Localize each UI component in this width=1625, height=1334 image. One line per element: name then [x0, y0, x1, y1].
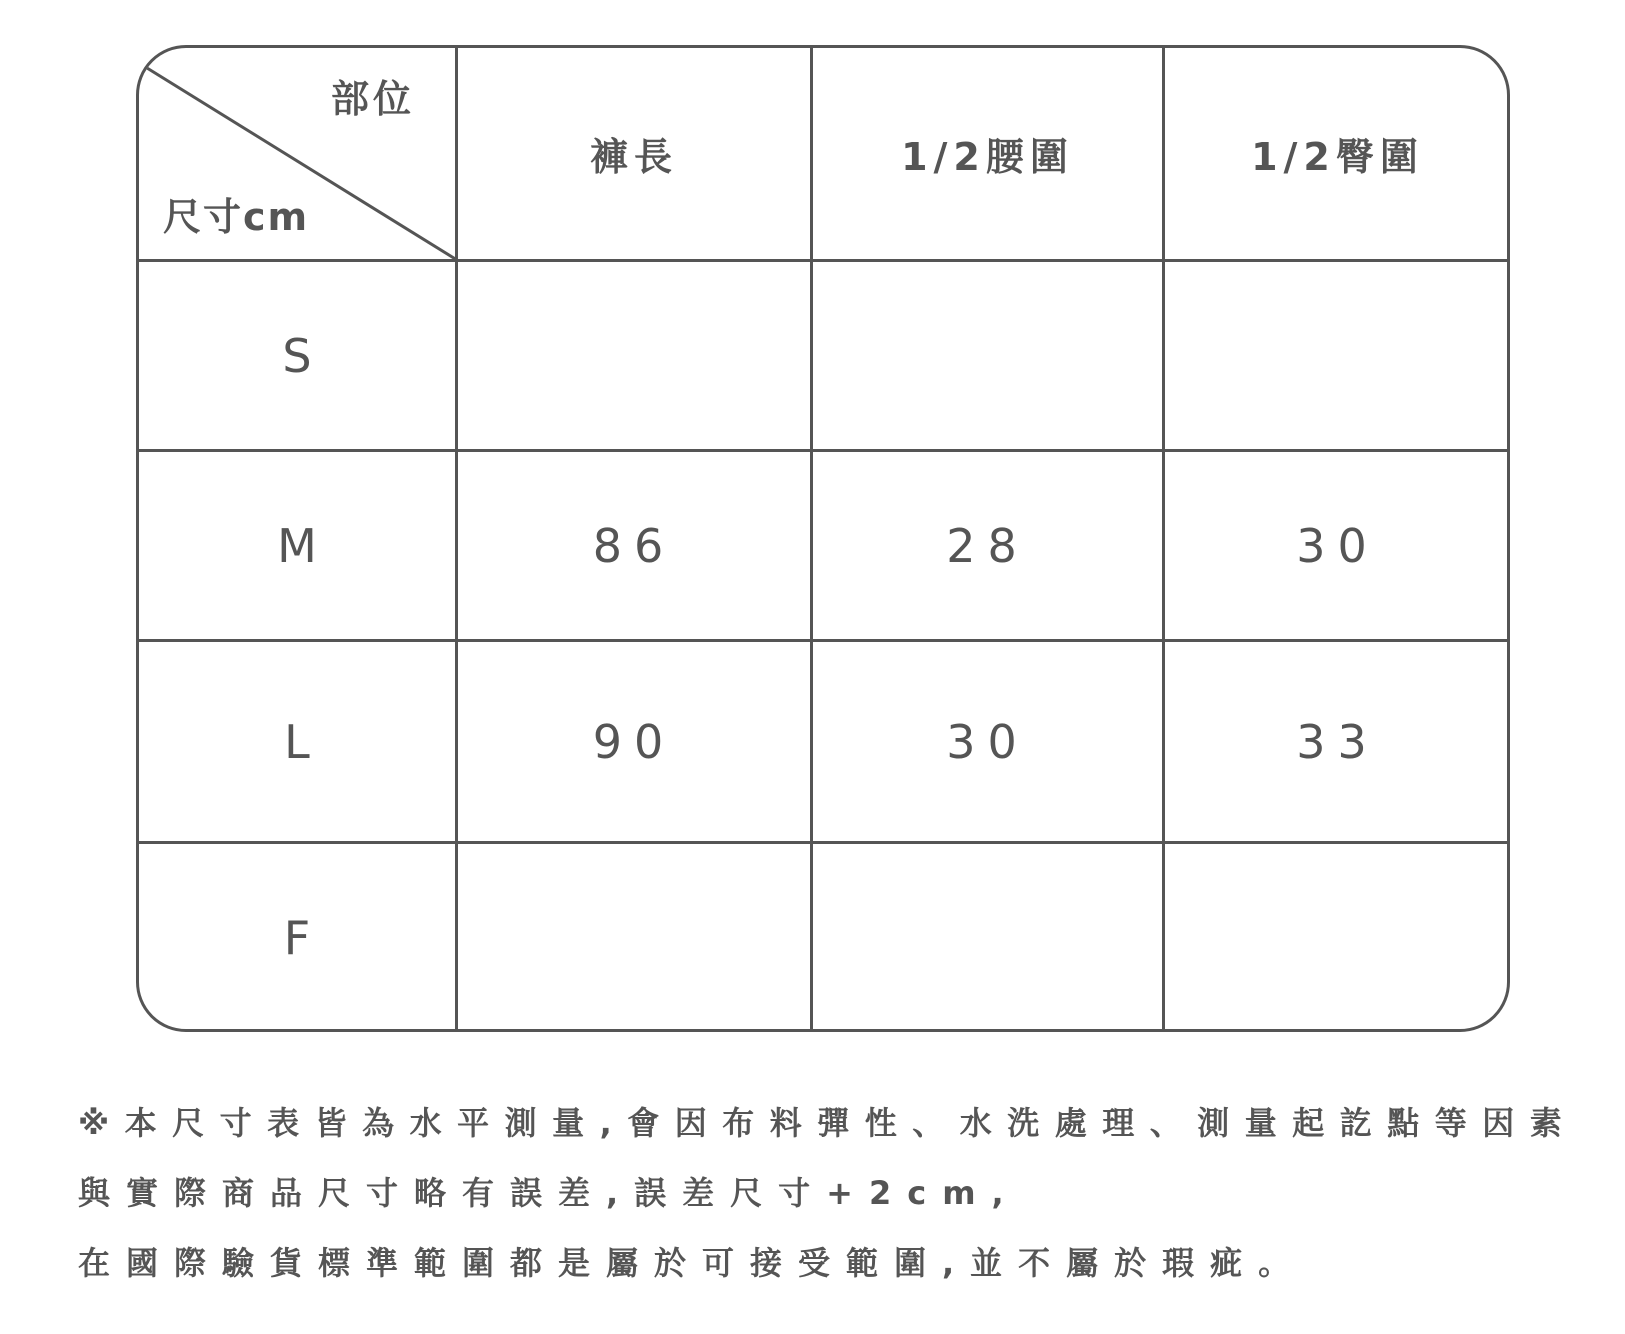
table-cell [813, 262, 1162, 449]
size-label-s: S [282, 328, 312, 383]
size-label-l: L [284, 714, 310, 769]
note-line-1: ※本尺寸表皆為水平測量,會因布料彈性、水洗處理、測量起訖點等因素 [78, 1104, 1578, 1142]
header-pants-length: 褲長 [589, 135, 678, 179]
header-half-hip: 1/2臀圍 [1251, 135, 1424, 179]
table-cell [813, 844, 1162, 1032]
table-cell: 28 [946, 518, 1029, 573]
table-cell [458, 262, 810, 449]
table-cell [1165, 262, 1510, 449]
table-cell: 33 [1296, 714, 1379, 769]
corner-label-size-unit: 尺寸cm [163, 195, 310, 239]
note-line-2: 與實際商品尺寸略有誤差,誤差尺寸+2cm, [78, 1174, 1020, 1212]
table-cell: 30 [946, 714, 1029, 769]
size-label-m: M [277, 518, 317, 573]
table-cell: 86 [592, 518, 676, 573]
table-cell: 30 [1296, 518, 1379, 573]
table-cell: 90 [592, 714, 676, 769]
corner-label-part: 部位 [331, 77, 416, 121]
table-cell [458, 844, 810, 1032]
size-table [136, 45, 1510, 1032]
header-half-waist: 1/2腰圍 [901, 135, 1074, 179]
note-line-3: 在國際驗貨標準範圍都是屬於可接受範圍,並不屬於瑕疵。 [78, 1244, 1307, 1282]
size-label-f: F [283, 911, 311, 965]
table-cell [1165, 844, 1510, 1032]
